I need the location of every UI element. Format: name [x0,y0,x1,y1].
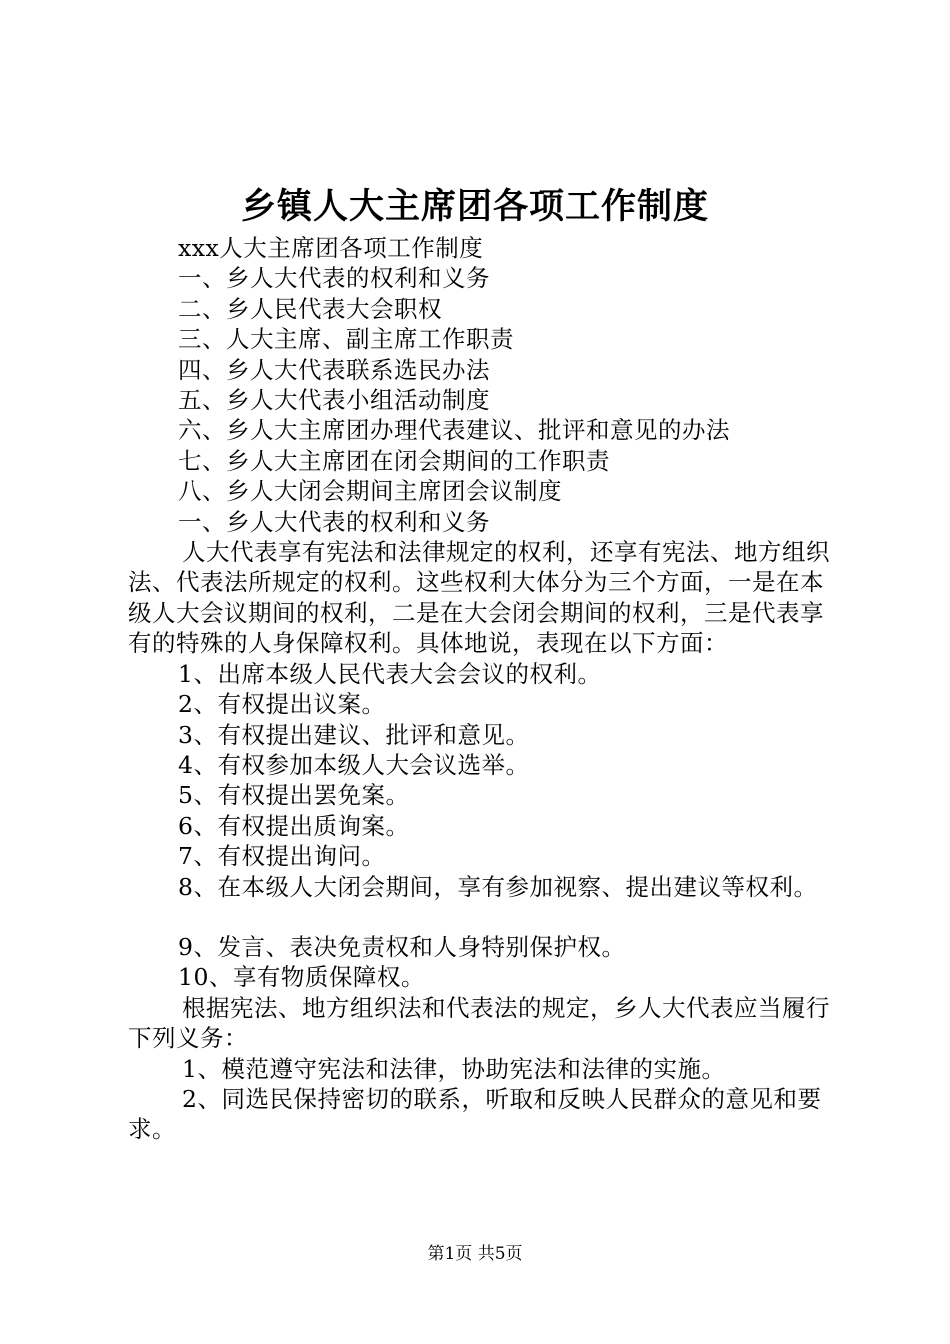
spacer [128,902,838,932]
list-item: 1、出席本级人民代表大会会议的权利。 [178,659,602,688]
heading-line: xxx人大主席团各项工作制度 [178,234,484,262]
list-item: 8、在本级人大闭会期间，享有参加视察、提出建议等权利。 [178,872,818,901]
list-item: 10、享有物质保障权。 [178,963,425,992]
list-item: 2、同选民保持密切的联系，听取和反映人民群众的意见和要求。 [128,1084,822,1144]
list-item: 3、有权提出建议、批评和意见。 [178,720,530,749]
toc-item: 六、乡人大主席团办理代表建议、批评和意见的办法 [178,416,730,445]
document-body [128,233,838,1145]
toc-item: 八、乡人大闭会期间主席团会议制度 [178,477,562,506]
table-of-contents [128,263,838,506]
section-heading: 一、乡人大代表的权利和义务 [178,507,490,536]
list-item: 2、有权提出议案。 [178,690,386,719]
paragraph-rights-intro: 人大代表享有宪法和法律规定的权利，还享有宪法、地方组织法、代表法所规定的权利。这些权利大体分为三个方面，一是在本级人大会议期间的权利，二是在大会闭会期间的权利，三是代表享有的特殊的人身保障权利。具体地说，表现在以下方面： [128,538,830,658]
toc-item: 二、乡人民代表大会职权 [178,294,442,323]
list-item: 9、发言、表决免责权和人身特别保护权。 [178,932,626,961]
list-item: 1、模范遵守宪法和法律，协助宪法和法律的实施。 [182,1054,726,1083]
list-item: 7、有权提出询问。 [178,842,386,871]
toc-item: 七、乡人大主席团在闭会期间的工作职责 [178,446,610,475]
list-item: 4、有权参加本级人大会议选举。 [178,750,530,779]
paragraph-duties-intro: 根据宪法、地方组织法和代表法的规定，乡人大代表应当履行下列义务： [128,993,830,1053]
document-title: 乡镇人大主席团各项工作制度 [240,186,709,227]
page-footer: 第1页 共5页 [427,1244,523,1264]
toc-item: 三、人大主席、副主席工作职责 [178,325,514,354]
list-item: 5、有权提出罢免案。 [178,781,410,810]
toc-item: 四、乡人大代表联系选民办法 [178,355,490,384]
list-item: 6、有权提出质询案。 [178,811,410,840]
toc-item: 五、乡人大代表小组活动制度 [178,386,490,415]
rights-list [128,659,838,993]
toc-item: 一、乡人大代表的权利和义务 [178,264,490,293]
